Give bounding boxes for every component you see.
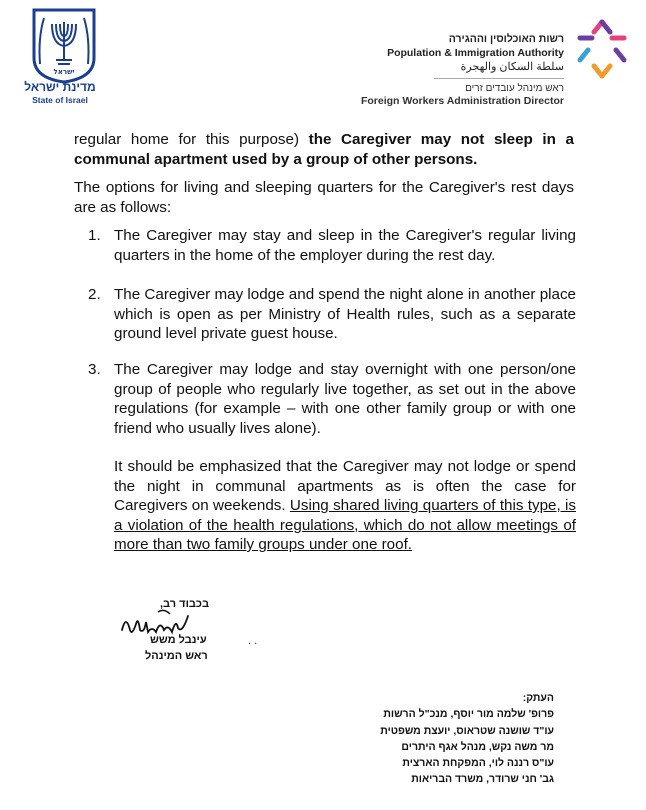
signature-marks: . .: [248, 635, 258, 647]
list-item-text: The Caregiver may lodge and stay overnight with one person/one group of people who regularly live together, as set out in the above regulations (for example – with one other family group or with one friend who usually lives alone).: [114, 361, 576, 437]
copy-recipient: עו"ד שושנה שטראוס, יועצת משפטית: [380, 724, 554, 737]
intro-bold-text: the Caregiver may not sleep in a communal apartment used by a group of other persons.: [74, 131, 574, 168]
authority-name-block: [387, 32, 564, 74]
list-item-number: 2.: [88, 286, 101, 303]
list-item-number: 1.: [88, 227, 101, 244]
paragraph-emphasis: [114, 457, 576, 555]
signature-regards: בכבוד רב,: [160, 598, 210, 610]
director-title-english: Foreign Workers Administration Director: [360, 95, 564, 107]
list-item: [88, 226, 576, 265]
list-item: [88, 285, 576, 344]
copy-recipient: מר משה נקש, מנהל אגף היתרים: [401, 740, 554, 753]
authority-name-hebrew: רשות האוכלוסין וההגירה: [448, 33, 564, 45]
list-item: [88, 360, 576, 438]
header-divider: [434, 78, 564, 79]
emphasis-underlined-text: Using shared living quarters of this type, is a violation of the health regulations, which do not allow meetings of more than two family groups under one roof.: [114, 497, 576, 553]
intro-plain-text: regular home for this purpose): [74, 131, 309, 148]
state-name-hebrew: מדינת ישראל: [24, 80, 96, 94]
copy-recipient: פרופ' שלמה מור יוסף, מנכ"ל הרשות: [383, 708, 554, 721]
copies-heading: העתק:: [522, 692, 554, 704]
state-name-english: State of Israel: [32, 95, 88, 105]
emblem-text: ישראל: [53, 68, 75, 76]
authority-name-english: Population & Immigration Authority: [387, 47, 564, 59]
paragraph-intro: [74, 130, 574, 169]
signatory-name: עינבל משש: [150, 634, 207, 646]
copies-list: [380, 690, 554, 788]
emphasis-plain-text: It should be emphasized that the Caregiver may not lodge or spend the night in communal apartments as is often the case for Caregivers on weekends.: [114, 458, 576, 514]
list-item-number: 3.: [88, 361, 101, 378]
copy-recipient: עו"ס רננה לוי, המפקחת הארצית: [402, 757, 554, 770]
authority-star-logo: [574, 16, 630, 82]
paragraph-options: The options for living and sleeping quarters for the Caregiver's rest days are as follows:: [74, 179, 574, 216]
director-block: [361, 82, 564, 108]
list-item-text: The Caregiver may lodge and spend the night alone in another place which is open as per Ministry of Health rules, such as a separate ground level private guest house.: [114, 286, 576, 342]
copy-recipient: גב' חני שרודר, משרד הבריאות: [411, 773, 554, 786]
authority-name-arabic: سلطة السكان والهجرة: [460, 61, 564, 73]
state-of-israel-emblem: [30, 8, 98, 84]
list-item-text: The Caregiver may stay and sleep in the Caregiver's regular living quarters in the home of the employer during the rest day.: [114, 227, 576, 264]
signatory-title: ראש המינהל: [145, 650, 208, 662]
director-title-hebrew: ראש מינהל עובדים זרים: [465, 83, 564, 94]
